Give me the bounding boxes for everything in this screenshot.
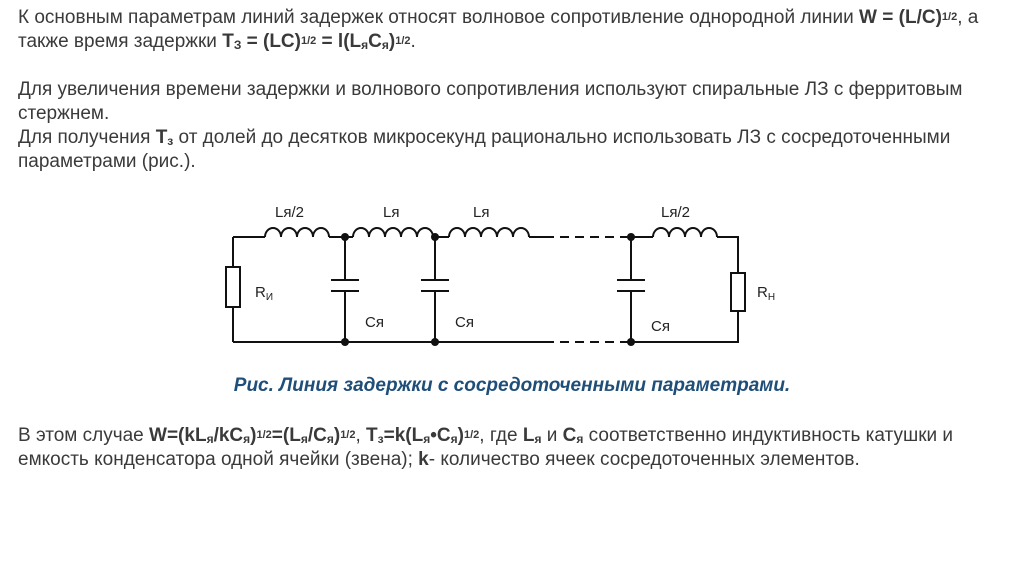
text-segment: К основным параметрам линий задержек относят волновое сопротивление однородной линии bbox=[18, 7, 860, 28]
paragraph-formulas bbox=[18, 424, 1008, 472]
label-rn-sub: Н bbox=[767, 292, 776, 303]
formula-part: W = (L/C) bbox=[859, 7, 942, 28]
text-segment: , bbox=[355, 425, 367, 446]
paragraph-lumped-parameters bbox=[18, 126, 1008, 174]
text-segment: , где bbox=[479, 425, 523, 446]
inductor-half-left bbox=[265, 228, 329, 237]
exponent: 1/2 bbox=[395, 35, 411, 47]
exponent: 1/2 bbox=[256, 429, 272, 441]
junction-dot bbox=[341, 233, 349, 241]
formula-part: ) bbox=[457, 425, 464, 446]
formula-part: C bbox=[562, 425, 577, 446]
capacitor-3 bbox=[617, 237, 645, 342]
figure-caption: Рис. Линия задержки с сосредоточенными параметрами. bbox=[233, 375, 791, 396]
paragraph-line-parameters bbox=[18, 6, 1008, 54]
text-segment: , а также время задержки bbox=[18, 7, 979, 52]
subscript: я bbox=[576, 432, 584, 446]
text-segment: и bbox=[541, 425, 563, 446]
formula-part: /C bbox=[307, 425, 327, 446]
junction-dot bbox=[627, 338, 635, 346]
junction-dot bbox=[431, 338, 439, 346]
inductor-half-right bbox=[653, 228, 717, 237]
label-l-half-right: Lя/2 bbox=[661, 204, 690, 221]
junction-dot bbox=[627, 233, 635, 241]
formula-part: =(L bbox=[271, 425, 301, 446]
capacitor-2 bbox=[421, 237, 449, 342]
inductor-1 bbox=[353, 228, 433, 237]
text-segment: . bbox=[410, 31, 416, 52]
exponent: 1/2 bbox=[941, 11, 958, 23]
formula-part: ) bbox=[250, 425, 257, 446]
label-c-1: Cя bbox=[365, 314, 384, 331]
formula-part: ) bbox=[388, 31, 396, 52]
formula-part: L bbox=[522, 425, 535, 446]
paragraph-spiral-lines: Для увеличения времени задержки и волнового сопротивления используют спиральные ЛЗ с ферритовым стержнем. bbox=[18, 79, 963, 124]
formula-part: C bbox=[368, 31, 382, 52]
formula-part: •C bbox=[430, 425, 451, 446]
label-ri-sub: И bbox=[265, 292, 274, 303]
symbol-k: k bbox=[418, 449, 429, 470]
label-l-half-left: Lя/2 bbox=[275, 204, 304, 221]
formula-part: W=(kL bbox=[149, 425, 207, 446]
formula-w bbox=[859, 7, 957, 28]
junction-dot bbox=[341, 338, 349, 346]
subscript: з bbox=[167, 134, 174, 148]
formula-tz bbox=[222, 31, 410, 52]
subscript: я bbox=[423, 432, 431, 446]
formula-w-lumped bbox=[149, 425, 355, 446]
label-rn-main: R bbox=[757, 284, 768, 301]
capacitor-1 bbox=[331, 237, 359, 342]
label-l-2: Lя bbox=[473, 204, 490, 221]
subscript: я bbox=[381, 38, 389, 52]
formula-part: = l(L bbox=[316, 31, 362, 52]
exponent: 1/2 bbox=[340, 429, 356, 441]
exponent: 1/2 bbox=[300, 35, 317, 47]
subscript: я bbox=[450, 432, 458, 446]
label-c-2: Cя bbox=[455, 314, 474, 331]
subscript: я bbox=[534, 432, 542, 446]
formula-tz-short bbox=[156, 127, 174, 148]
label-rn bbox=[757, 284, 775, 303]
subscript: З bbox=[233, 38, 242, 52]
top-wire bbox=[717, 237, 738, 273]
label-c-3: Cя bbox=[651, 318, 670, 335]
junction-dot bbox=[431, 233, 439, 241]
text-segment: Для получения bbox=[18, 127, 156, 148]
symbol-l bbox=[523, 425, 542, 446]
formula-part: /kC bbox=[213, 425, 244, 446]
formula-part: = (LC) bbox=[241, 31, 301, 52]
subscript: я bbox=[300, 432, 308, 446]
label-l-1: Lя bbox=[383, 204, 400, 221]
resistor-ri bbox=[226, 267, 240, 307]
formula-part: T bbox=[366, 425, 378, 446]
exponent: 1/2 bbox=[463, 429, 480, 441]
text-segment: - количество ячеек сосредоточенных элементов. bbox=[428, 449, 860, 470]
formula-part: T bbox=[222, 31, 234, 52]
label-ri bbox=[255, 284, 273, 303]
text-segment: от долей до десятков микросекунд рационально использовать ЛЗ с сосредоточенными параметрами (рис.). bbox=[18, 127, 951, 172]
subscript: я bbox=[206, 432, 214, 446]
bottom-wire bbox=[625, 311, 738, 342]
formula-tz-lumped bbox=[366, 425, 479, 446]
delay-line-circuit-diagram bbox=[205, 195, 795, 360]
subscript: я bbox=[243, 432, 251, 446]
label-ri-main: R bbox=[255, 284, 266, 301]
formula-part: =k(L bbox=[383, 425, 424, 446]
subscript: я bbox=[361, 38, 369, 52]
formula-part: T bbox=[155, 127, 168, 148]
resistor-rn bbox=[731, 273, 745, 311]
text-segment: соответственно индуктивность катушки и емкость конденсатора одной ячейки (звена); bbox=[18, 425, 954, 470]
inductor-2 bbox=[449, 228, 529, 237]
subscript: я bbox=[326, 432, 334, 446]
formula-part: ) bbox=[333, 425, 341, 446]
symbol-c bbox=[563, 425, 584, 446]
subscript: з bbox=[377, 432, 384, 446]
text-segment: В этом случае bbox=[18, 425, 150, 446]
